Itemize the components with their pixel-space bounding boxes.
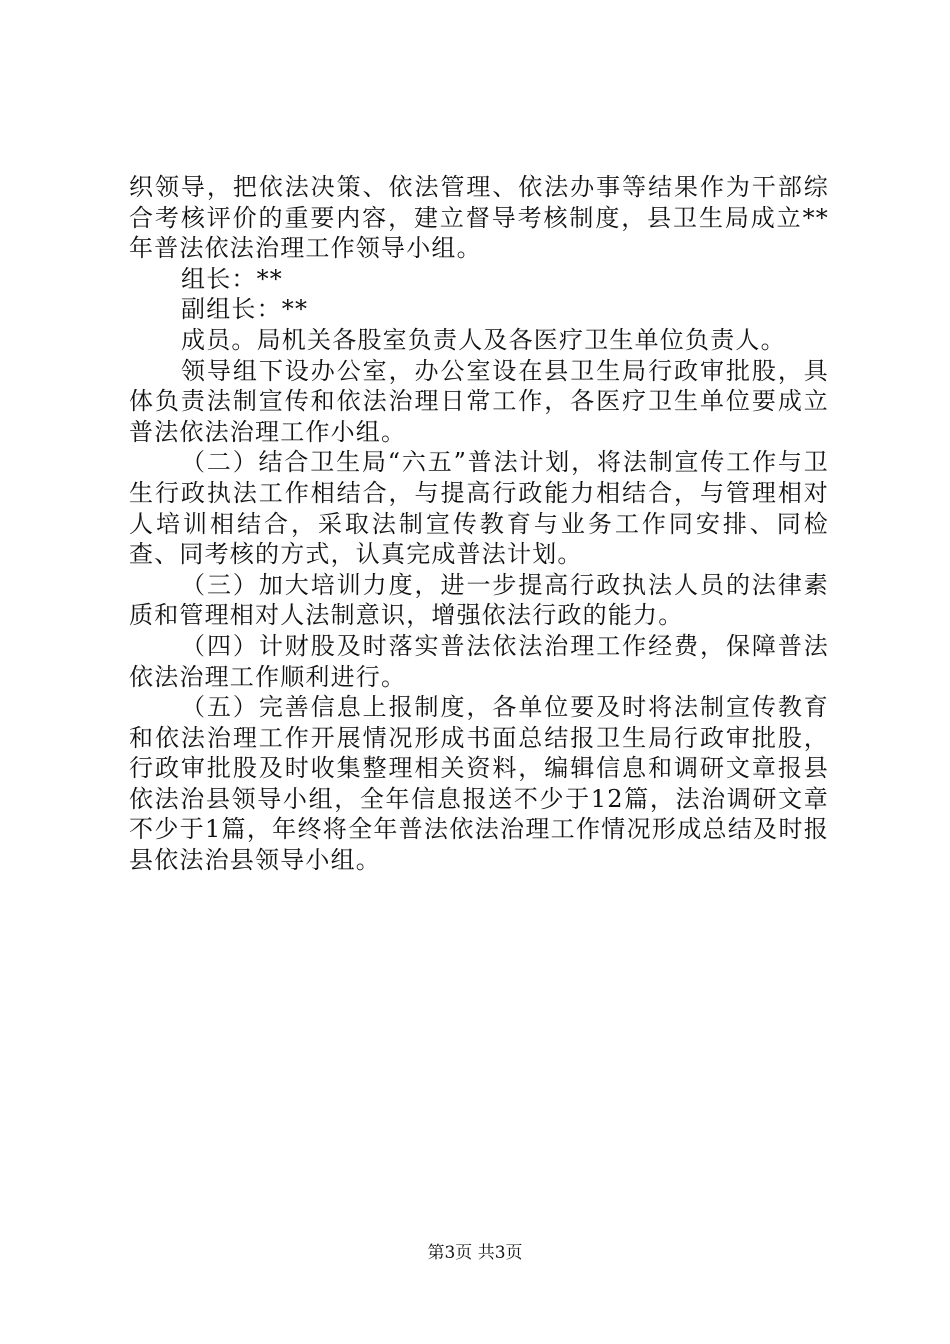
document-body	[129, 172, 829, 876]
paragraph-section-3: （三）加大培训力度，进一步提高行政执法人员的法律素质和管理相对人法制意识，增强依法行政的能力。	[129, 570, 829, 630]
paragraph-section-5: （五）完善信息上报制度，各单位要及时将法制宣传教育和依法治理工作开展情况形成书面总结报卫生局行政审批股，行政审批股及时收集整理相关资料，编辑信息和调研文章报县依法治县领导小组，全年信息报送不少于12篇，法治调研文章不少于1篇，年终将全年普法依法治理工作情况形成总结及时报县依法治县领导小组。	[129, 693, 829, 875]
paragraph-deputy-leader: 副组长：**	[181, 295, 309, 324]
paragraph-section-2: （二）结合卫生局“六五”普法计划，将法制宣传工作与卫生行政执法工作相结合，与提高行政能力相结合，与管理相对人培训相结合，采取法制宣传教育与业务工作同安排、同检查、同考核的方式，认真完成普法计划。	[129, 448, 829, 569]
paragraph-1: 织领导，把依法决策、依法管理、依法办事等结果作为干部综合考核评价的重要内容，建立督导考核制度，县卫生局成立**年普法依法治理工作领导小组。	[129, 173, 829, 263]
page-number-footer: 第3页 共3页	[427, 1243, 523, 1263]
paragraph-members: 成员。局机关各股室负责人及各医疗卫生单位负责人。	[181, 325, 786, 354]
paragraph-section-4: （四）计财股及时落实普法依法治理工作经费，保障普法依法治理工作顺利进行。	[129, 631, 829, 691]
paragraph-office: 领导组下设办公室，办公室设在县卫生局行政审批股，具体负责法制宣传和依法治理日常工作，各医疗卫生单位要成立普法依法治理工作小组。	[129, 356, 829, 446]
paragraph-group-leader: 组长：**	[181, 264, 283, 293]
